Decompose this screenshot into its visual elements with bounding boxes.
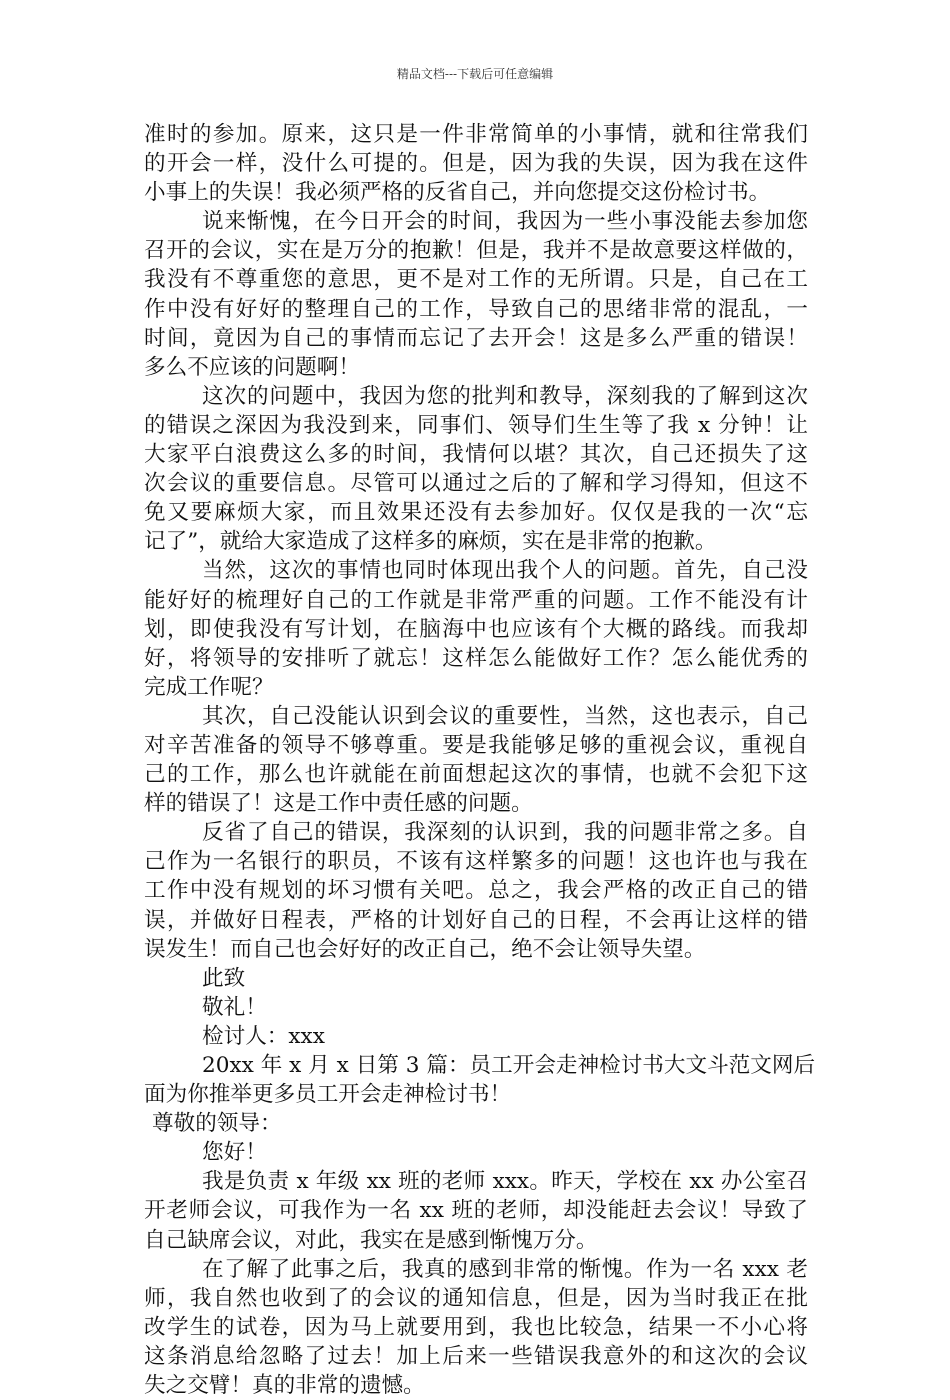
text-line: 小事上的失误！我必须严格的反省自己，并向您提交这份检讨书。	[144, 180, 771, 206]
text-line: 己作为一名银行的职员，不该有这样繁多的问题！这也许也与我在	[144, 849, 808, 875]
text-line: 这条消息给忽略了过去！加上后来一些错误我意外的和这次的会议	[144, 1343, 808, 1369]
text-line: 准时的参加。原来，这只是一件非常简单的小事情，就和往常我们	[144, 122, 808, 147]
text-line: 此致	[202, 965, 246, 991]
text-line: 失之交臂！真的非常的遗憾。	[144, 1373, 425, 1399]
text-line: 改学生的试卷，因为马上就要用到，我也比较急，结果一不小心将	[144, 1314, 808, 1340]
text-line: 反省了自己的错误，我深刻的认识到，我的问题非常之多。自	[202, 820, 808, 846]
text-line: 工作中没有规划的坏习惯有关吧。总之，我会严格的改正自己的错	[144, 878, 808, 904]
text-line: 检讨人：xxx	[202, 1023, 325, 1049]
text-line: 好，将领导的安排听了就忘！这样怎么能做好工作？怎么能优秀的	[144, 645, 808, 671]
paragraph	[144, 818, 808, 963]
text-line: 敬礼！	[202, 994, 267, 1020]
signature-line	[144, 1022, 808, 1051]
page-header: 精品文档---下载后可任意编辑	[396, 67, 554, 81]
letter-greeting	[144, 1109, 808, 1138]
text-line: 样的错误了！这是工作中责任感的问题。	[144, 791, 533, 817]
text-line: 20xx 年 x 月 x 日第 3 篇：员工开会走神检讨书大文斗范文网后	[202, 1053, 816, 1078]
text-line: 误发生！而自己也会好好的改正自己，绝不会让领导失望。	[144, 936, 706, 962]
text-line: 免又要麻烦大家，而且效果还没有去参加好。仅仅是我的一次“忘	[144, 500, 808, 526]
text-line: 对辛苦准备的领导不够尊重。要是我能够足够的重视会议，重视自	[144, 732, 808, 758]
paragraph	[144, 1051, 816, 1109]
closing-regards	[144, 993, 808, 1022]
document-body	[144, 120, 816, 1400]
paragraph	[144, 207, 808, 382]
text-line: 作中没有好好的整理自己的工作，导致自己的思绪非常的混乱，一	[144, 296, 808, 322]
text-line: 的错误之深因为我没到来，同事们、领导们生生等了我 x 分钟！让	[144, 412, 808, 438]
text-line: 完成工作呢？	[144, 674, 274, 700]
text-line: 面为你推举更多员工开会走神检讨书！	[144, 1082, 512, 1108]
text-line: 时间，竟因为自己的事情而忘记了去开会！这是多么严重的错误！	[144, 325, 808, 351]
text-line: 召开的会议，实在是万分的抱歉！但是，我并不是故意要这样做的，	[144, 238, 808, 264]
paragraph	[144, 1255, 808, 1400]
text-line: 其次，自己没能认识到会议的重要性，当然，这也表示，自己	[202, 703, 808, 729]
text-line: 能好好的梳理好自己的工作就是非常严重的问题。工作不能没有计	[144, 587, 808, 613]
paragraph	[144, 382, 808, 557]
paragraph	[144, 702, 808, 818]
text-line: 次会议的重要信息。尽管可以通过之后的了解和学习得知，但这不	[144, 471, 808, 497]
text-line: 误，并做好日程表，严格的计划好自己的日程，不会再让这样的错	[144, 907, 808, 933]
text-line: 的开会一样，没什么可提的。但是，因为我的失误，因为我在这件	[144, 151, 808, 177]
text-line: 我是负责 x 年级 xx 班的老师 xxx。昨天，学校在 xx 办公室召	[202, 1169, 808, 1195]
text-line: 这次的问题中，我因为您的批判和教导，深刻我的了解到这次	[202, 383, 808, 409]
text-line: 记了”，就给大家造成了这样多的麻烦，实在是非常的抱歉。	[144, 529, 717, 555]
text-line: 师，我自然也收到了的会议的通知信息，但是，因为当时我正在批	[144, 1285, 808, 1311]
text-line: 多么不应该的问题啊！	[144, 354, 360, 380]
text-line: 说来惭愧，在今日开会的时间，我因为一些小事没能去参加您	[202, 209, 808, 235]
text-line: 我没有不尊重您的意思，更不是对工作的无所谓。只是，自己在工	[144, 267, 808, 293]
text-line: 您好！	[202, 1140, 267, 1166]
text-line: 尊敬的领导：	[152, 1111, 282, 1137]
closing-salutation	[144, 964, 808, 993]
paragraph	[144, 120, 808, 207]
text-line: 划，即使我没有写计划，在脑海中也应该有个大概的路线。而我却	[144, 616, 808, 642]
text-line: 自己缺席会议，对此，我实在是感到惭愧万分。	[144, 1227, 598, 1253]
letter-hello	[144, 1138, 808, 1167]
text-line: 己的工作，那么也许就能在前面想起这次的事情，也就不会犯下这	[144, 762, 808, 788]
paragraph	[144, 556, 808, 701]
text-line: 在了解了此事之后，我真的感到非常的惭愧。作为一名 xxx 老	[202, 1256, 808, 1282]
text-line: 开老师会议，可我作为一名 xx 班的老师，却没能赶去会议！导致了	[144, 1198, 808, 1224]
paragraph	[144, 1167, 808, 1254]
text-line: 大家平白浪费这么多的时间，我情何以堪？其次，自己还损失了这	[144, 442, 808, 468]
text-line: 当然，这次的事情也同时体现出我个人的问题。首先，自己没	[202, 558, 808, 584]
